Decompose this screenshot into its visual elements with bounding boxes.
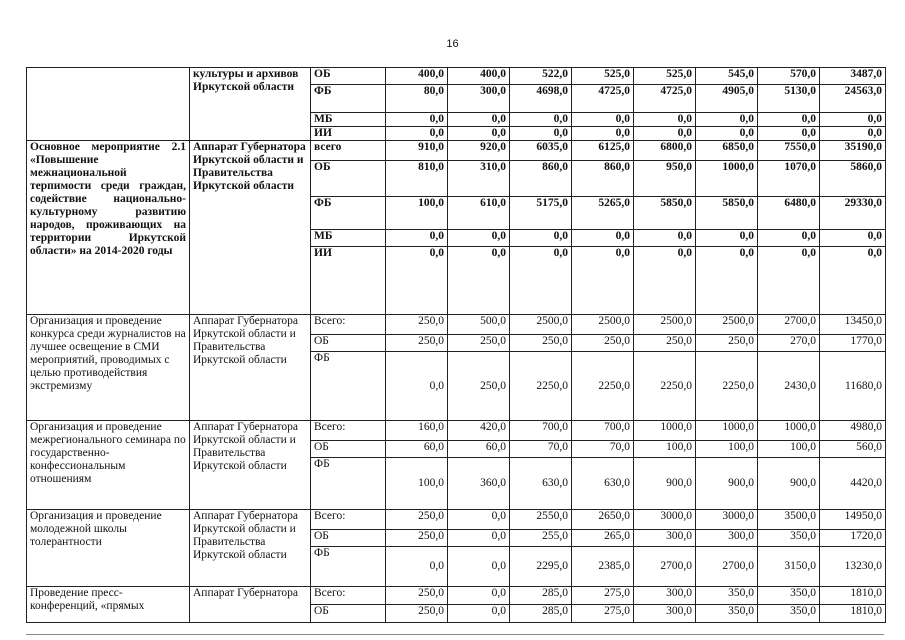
total-value: 0,0 <box>820 113 886 127</box>
year-value: 285,0 <box>510 605 572 623</box>
year-value: 3150,0 <box>758 547 820 587</box>
activity-title: Организация и проведение молодежной школы толерантности <box>27 510 190 587</box>
year-value: 2700,0 <box>758 315 820 335</box>
total-value: 1810,0 <box>820 587 886 605</box>
year-value: 0,0 <box>696 230 758 247</box>
funding-source-label: ИИ <box>311 247 386 315</box>
year-value: 350,0 <box>758 587 820 605</box>
activity-title: Организация и проведение межрегионального семинара по государственно-конфессиональным отношениям <box>27 421 190 510</box>
year-value: 0,0 <box>572 230 634 247</box>
year-value: 0,0 <box>448 230 510 247</box>
year-value: 60,0 <box>386 441 448 458</box>
year-value: 265,0 <box>572 530 634 547</box>
main-activity-title: Основное мероприятие 2.1 «Повышение межнациональной терпимости среди граждан, содействие национально-культурному развитию народов, проживающих на территории Иркутской области» на 2014-2020 годы <box>27 141 190 315</box>
funding-source-label: всего <box>311 141 386 161</box>
year-value: 0,0 <box>510 127 572 141</box>
year-value: 0,0 <box>696 127 758 141</box>
executor-cell: Аппарат Губернатора Иркутской области и Правительства Иркутской области <box>190 141 311 315</box>
year-value: 0,0 <box>758 247 820 315</box>
year-value: 2250,0 <box>634 352 696 421</box>
year-value: 160,0 <box>386 421 448 441</box>
year-value: 360,0 <box>448 458 510 510</box>
year-value: 0,0 <box>448 605 510 623</box>
year-value: 0,0 <box>386 127 448 141</box>
year-value: 300,0 <box>634 587 696 605</box>
total-value: 14950,0 <box>820 510 886 530</box>
year-value: 0,0 <box>510 247 572 315</box>
total-value: 1720,0 <box>820 530 886 547</box>
year-value: 250,0 <box>448 352 510 421</box>
year-value: 860,0 <box>510 161 572 197</box>
year-value: 5850,0 <box>634 197 696 230</box>
total-value: 560,0 <box>820 441 886 458</box>
year-value: 1000,0 <box>634 421 696 441</box>
year-value: 4725,0 <box>634 85 696 113</box>
year-value: 0,0 <box>386 230 448 247</box>
year-value: 400,0 <box>386 68 448 85</box>
year-value: 0,0 <box>634 113 696 127</box>
year-value: 2250,0 <box>696 352 758 421</box>
year-value: 6480,0 <box>758 197 820 230</box>
year-value: 350,0 <box>758 530 820 547</box>
total-value: 35190,0 <box>820 141 886 161</box>
year-value: 80,0 <box>386 85 448 113</box>
table-row <box>27 587 886 605</box>
activity-title: Проведение пресс-конференций, «прямых <box>27 587 190 623</box>
year-value: 570,0 <box>758 68 820 85</box>
year-value: 6035,0 <box>510 141 572 161</box>
year-value: 250,0 <box>386 587 448 605</box>
year-value: 300,0 <box>634 530 696 547</box>
year-value: 420,0 <box>448 421 510 441</box>
funding-source-label: ФБ <box>311 85 386 113</box>
year-value: 0,0 <box>758 113 820 127</box>
total-value: 4980,0 <box>820 421 886 441</box>
year-value: 0,0 <box>510 113 572 127</box>
total-value: 5860,0 <box>820 161 886 197</box>
year-value: 250,0 <box>572 335 634 352</box>
year-value: 0,0 <box>386 352 448 421</box>
page-number: 16 <box>446 38 459 50</box>
year-value: 0,0 <box>572 247 634 315</box>
year-value: 0,0 <box>696 113 758 127</box>
total-value: 13450,0 <box>820 315 886 335</box>
year-value: 630,0 <box>572 458 634 510</box>
year-value: 0,0 <box>634 247 696 315</box>
year-value: 4725,0 <box>572 85 634 113</box>
year-value: 0,0 <box>386 113 448 127</box>
funding-source-label: ОБ <box>311 161 386 197</box>
year-value: 7550,0 <box>758 141 820 161</box>
year-value: 2550,0 <box>510 510 572 530</box>
year-value: 950,0 <box>634 161 696 197</box>
year-value: 100,0 <box>386 197 448 230</box>
table-row <box>27 510 886 530</box>
year-value: 250,0 <box>386 605 448 623</box>
year-value: 1000,0 <box>696 161 758 197</box>
budget-table <box>26 67 886 623</box>
year-value: 2500,0 <box>572 315 634 335</box>
total-value: 3487,0 <box>820 68 886 85</box>
total-value: 24563,0 <box>820 85 886 113</box>
year-value: 1000,0 <box>696 421 758 441</box>
year-value: 1070,0 <box>758 161 820 197</box>
total-value: 0,0 <box>820 127 886 141</box>
year-value: 60,0 <box>448 441 510 458</box>
year-value: 2500,0 <box>510 315 572 335</box>
year-value: 0,0 <box>448 530 510 547</box>
year-value: 100,0 <box>634 441 696 458</box>
year-value: 0,0 <box>634 127 696 141</box>
funding-source-label: ОБ <box>311 530 386 547</box>
executor-cell: Аппарат Губернатора Иркутской области и Правительства Иркутской области <box>190 421 311 510</box>
year-value: 350,0 <box>696 587 758 605</box>
year-value: 275,0 <box>572 605 634 623</box>
year-value: 255,0 <box>510 530 572 547</box>
year-value: 250,0 <box>386 315 448 335</box>
year-value: 100,0 <box>696 441 758 458</box>
table-row <box>27 68 886 85</box>
year-value: 2250,0 <box>510 352 572 421</box>
year-value: 0,0 <box>696 247 758 315</box>
table-row <box>27 421 886 441</box>
year-value: 0,0 <box>448 113 510 127</box>
year-value: 2500,0 <box>634 315 696 335</box>
year-value: 3500,0 <box>758 510 820 530</box>
funding-source-label: Всего: <box>311 510 386 530</box>
activity-title <box>27 68 190 141</box>
year-value: 2700,0 <box>696 547 758 587</box>
year-value: 0,0 <box>448 587 510 605</box>
year-value: 275,0 <box>572 587 634 605</box>
year-value: 700,0 <box>510 421 572 441</box>
year-value: 2430,0 <box>758 352 820 421</box>
year-value: 545,0 <box>696 68 758 85</box>
year-value: 0,0 <box>510 230 572 247</box>
year-value: 900,0 <box>758 458 820 510</box>
year-value: 522,0 <box>510 68 572 85</box>
year-value: 0,0 <box>448 247 510 315</box>
year-value: 400,0 <box>448 68 510 85</box>
funding-source-label: ФБ <box>311 197 386 230</box>
year-value: 1000,0 <box>758 421 820 441</box>
funding-source-label: ФБ <box>311 458 386 510</box>
table-row <box>27 315 886 335</box>
year-value: 0,0 <box>758 230 820 247</box>
year-value: 0,0 <box>448 510 510 530</box>
executor-cell: Аппарат Губернатора <box>190 587 311 623</box>
total-value: 13230,0 <box>820 547 886 587</box>
year-value: 500,0 <box>448 315 510 335</box>
funding-source-label: ФБ <box>311 352 386 421</box>
year-value: 810,0 <box>386 161 448 197</box>
funding-source-label: Всего: <box>311 587 386 605</box>
year-value: 0,0 <box>572 127 634 141</box>
year-value: 0,0 <box>386 547 448 587</box>
year-value: 3000,0 <box>696 510 758 530</box>
year-value: 0,0 <box>448 547 510 587</box>
year-value: 6125,0 <box>572 141 634 161</box>
year-value: 610,0 <box>448 197 510 230</box>
year-value: 250,0 <box>634 335 696 352</box>
year-value: 0,0 <box>634 230 696 247</box>
year-value: 700,0 <box>572 421 634 441</box>
year-value: 285,0 <box>510 587 572 605</box>
funding-source-label: Всего: <box>311 315 386 335</box>
year-value: 5265,0 <box>572 197 634 230</box>
year-value: 350,0 <box>696 605 758 623</box>
activity-title: Организация и проведение конкурса среди журналистов на лучшее освещение в СМИ мероприятий, проводимых с целью противодействия экстремизму <box>27 315 190 421</box>
year-value: 70,0 <box>510 441 572 458</box>
funding-source-label: ОБ <box>311 441 386 458</box>
year-value: 250,0 <box>386 510 448 530</box>
total-value: 0,0 <box>820 247 886 315</box>
executor-cell: культуры и архивов Иркутской области <box>190 68 311 141</box>
year-value: 5175,0 <box>510 197 572 230</box>
year-value: 250,0 <box>448 335 510 352</box>
year-value: 525,0 <box>634 68 696 85</box>
year-value: 300,0 <box>448 85 510 113</box>
year-value: 0,0 <box>386 247 448 315</box>
year-value: 910,0 <box>386 141 448 161</box>
year-value: 0,0 <box>758 127 820 141</box>
total-value: 0,0 <box>820 230 886 247</box>
year-value: 525,0 <box>572 68 634 85</box>
total-value: 1810,0 <box>820 605 886 623</box>
year-value: 920,0 <box>448 141 510 161</box>
table-row <box>27 141 886 161</box>
year-value: 630,0 <box>510 458 572 510</box>
funding-source-label: ИИ <box>311 127 386 141</box>
year-value: 250,0 <box>386 530 448 547</box>
year-value: 2385,0 <box>572 547 634 587</box>
year-value: 300,0 <box>634 605 696 623</box>
year-value: 0,0 <box>448 127 510 141</box>
year-value: 250,0 <box>386 335 448 352</box>
year-value: 2700,0 <box>634 547 696 587</box>
year-value: 4905,0 <box>696 85 758 113</box>
funding-source-label: ОБ <box>311 68 386 85</box>
year-value: 100,0 <box>758 441 820 458</box>
year-value: 6800,0 <box>634 141 696 161</box>
year-value: 270,0 <box>758 335 820 352</box>
year-value: 2650,0 <box>572 510 634 530</box>
funding-source-label: МБ <box>311 230 386 247</box>
year-value: 5130,0 <box>758 85 820 113</box>
year-value: 70,0 <box>572 441 634 458</box>
total-value: 29330,0 <box>820 197 886 230</box>
year-value: 5850,0 <box>696 197 758 230</box>
year-value: 3000,0 <box>634 510 696 530</box>
funding-source-label: Всего: <box>311 421 386 441</box>
year-value: 900,0 <box>696 458 758 510</box>
year-value: 2500,0 <box>696 315 758 335</box>
year-value: 250,0 <box>510 335 572 352</box>
year-value: 4698,0 <box>510 85 572 113</box>
year-value: 2295,0 <box>510 547 572 587</box>
year-value: 900,0 <box>634 458 696 510</box>
year-value: 310,0 <box>448 161 510 197</box>
page-bottom-edge <box>26 634 884 635</box>
year-value: 350,0 <box>758 605 820 623</box>
year-value: 0,0 <box>572 113 634 127</box>
year-value: 100,0 <box>386 458 448 510</box>
total-value: 11680,0 <box>820 352 886 421</box>
funding-source-label: ФБ <box>311 547 386 587</box>
year-value: 860,0 <box>572 161 634 197</box>
year-value: 2250,0 <box>572 352 634 421</box>
executor-cell: Аппарат Губернатора Иркутской области и Правительства Иркутской области <box>190 315 311 421</box>
funding-source-label: ОБ <box>311 335 386 352</box>
year-value: 300,0 <box>696 530 758 547</box>
year-value: 6850,0 <box>696 141 758 161</box>
funding-source-label: МБ <box>311 113 386 127</box>
total-value: 1770,0 <box>820 335 886 352</box>
year-value: 250,0 <box>696 335 758 352</box>
funding-source-label: ОБ <box>311 605 386 623</box>
executor-cell: Аппарат Губернатора Иркутской области и Правительства Иркутской области <box>190 510 311 587</box>
total-value: 4420,0 <box>820 458 886 510</box>
